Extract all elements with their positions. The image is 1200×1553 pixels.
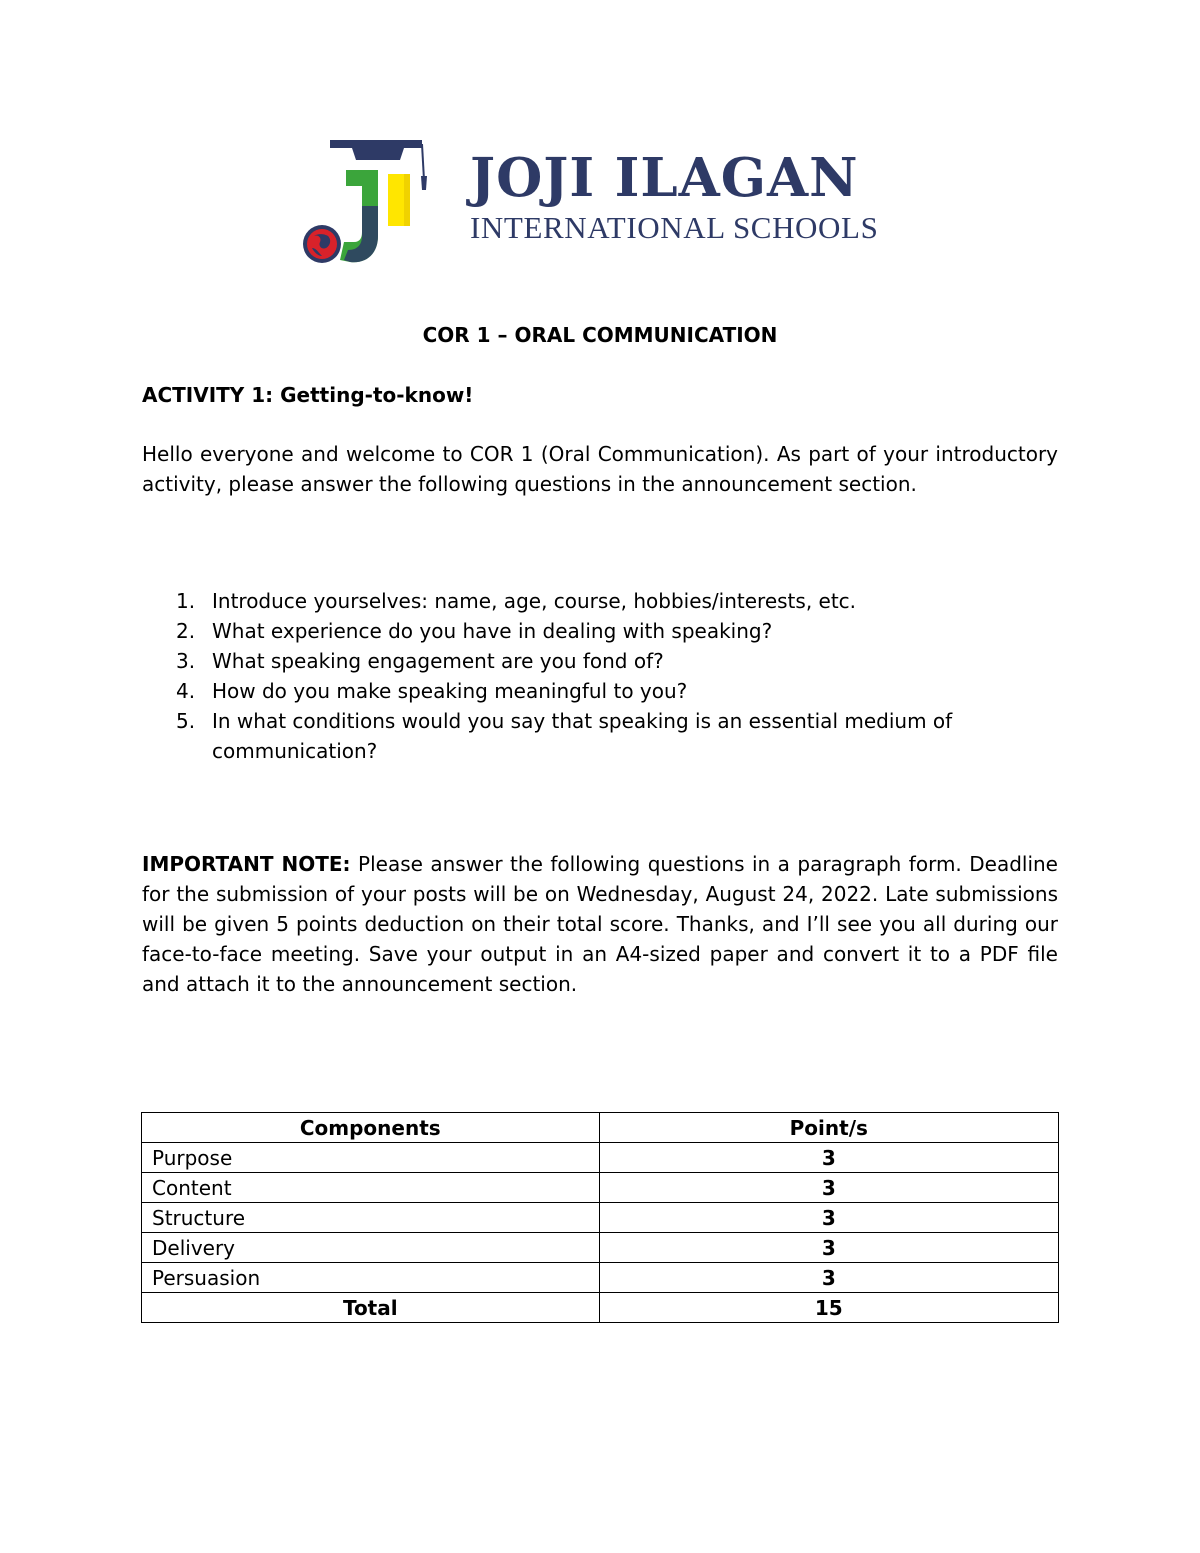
component-cell: Content bbox=[142, 1173, 600, 1203]
table-row bbox=[142, 1263, 1059, 1293]
question-text: In what conditions would you say that speaking is an essential medium of communication? bbox=[212, 709, 953, 763]
question-text: What speaking engagement are you fond of? bbox=[212, 649, 664, 673]
list-number: 4. bbox=[176, 679, 196, 703]
school-name-block bbox=[470, 148, 900, 246]
school-emblem-icon bbox=[300, 136, 435, 272]
list-item bbox=[142, 586, 1058, 616]
total-value: 15 bbox=[599, 1293, 1058, 1323]
rubric-table bbox=[141, 1112, 1059, 1323]
note-label: IMPORTANT NOTE: bbox=[142, 852, 351, 876]
course-title: COR 1 – ORAL COMMUNICATION bbox=[422, 323, 778, 347]
table-row bbox=[142, 1143, 1059, 1173]
table-header-row bbox=[142, 1113, 1059, 1143]
total-label: Total bbox=[142, 1293, 600, 1323]
header-components: Components bbox=[142, 1113, 600, 1143]
points-cell: 3 bbox=[599, 1203, 1058, 1233]
intro-paragraph: Hello everyone and welcome to COR 1 (Oral Communication). As part of your introductory activity, please answer the following questions in the announcement section. bbox=[142, 442, 1058, 496]
table-row bbox=[142, 1203, 1059, 1233]
list-item bbox=[142, 706, 1058, 766]
component-cell: Purpose bbox=[142, 1143, 600, 1173]
points-cell: 3 bbox=[599, 1233, 1058, 1263]
header-points: Point/s bbox=[599, 1113, 1058, 1143]
school-subtitle: INTERNATIONAL SCHOOLS bbox=[470, 210, 879, 245]
list-number: 3. bbox=[176, 649, 196, 673]
list-item bbox=[142, 616, 1058, 646]
table-row bbox=[142, 1233, 1059, 1263]
points-cell: 3 bbox=[599, 1143, 1058, 1173]
total-row bbox=[142, 1293, 1059, 1323]
points-cell: 3 bbox=[599, 1263, 1058, 1293]
table-row bbox=[142, 1173, 1059, 1203]
question-text: How do you make speaking meaningful to you? bbox=[212, 679, 688, 703]
school-name: JOJI ILAGAN bbox=[470, 147, 859, 209]
component-cell: Structure bbox=[142, 1203, 600, 1233]
school-logo bbox=[300, 136, 900, 272]
list-number: 5. bbox=[176, 709, 196, 733]
list-number: 2. bbox=[176, 619, 196, 643]
list-item bbox=[142, 676, 1058, 706]
list-number: 1. bbox=[176, 589, 196, 613]
questions-list bbox=[142, 586, 1058, 766]
component-cell: Persuasion bbox=[142, 1263, 600, 1293]
list-item bbox=[142, 646, 1058, 676]
important-note bbox=[142, 849, 1058, 999]
question-text: What experience do you have in dealing with speaking? bbox=[212, 619, 773, 643]
points-cell: 3 bbox=[599, 1173, 1058, 1203]
component-cell: Delivery bbox=[142, 1233, 600, 1263]
question-text: Introduce yourselves: name, age, course, hobbies/interests, etc. bbox=[212, 589, 857, 613]
activity-title: ACTIVITY 1: Getting-to-know! bbox=[142, 383, 474, 407]
note-text: Please answer the following questions in a paragraph form. Deadline for the submission of your posts will be on Wednesday, August 24, 2022. Late submissions will be given 5 points deduction on their total score. Thanks, and I’ll see you all during our face-to-face meeting. Save your output in an A4-sized paper and convert it to a PDF file and attach it to the announcement section. bbox=[142, 852, 1058, 996]
